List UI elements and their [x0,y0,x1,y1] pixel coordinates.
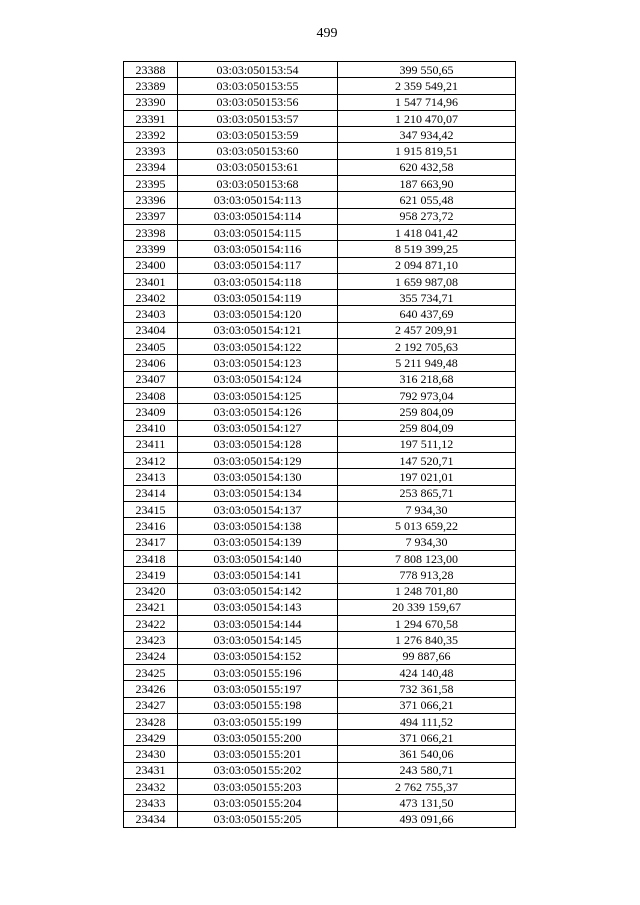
row-number-cell: 23389 [124,78,178,94]
table-row [124,550,516,566]
table-row [124,355,516,371]
cadastral-number-cell: 03:03:050154:139 [178,534,338,550]
cadastral-number-cell: 03:03:050154:152 [178,648,338,664]
cadastral-value-cell: 424 140,48 [338,664,516,680]
table-row [124,62,516,78]
table-row [124,502,516,518]
table-row [124,404,516,420]
row-number-cell: 23417 [124,534,178,550]
cadastral-value-cell: 7 934,30 [338,534,516,550]
cadastral-value-cell: 187 663,90 [338,176,516,192]
row-number-cell: 23422 [124,616,178,632]
cadastral-value-cell: 371 066,21 [338,730,516,746]
cadastral-number-cell: 03:03:050154:122 [178,339,338,355]
cadastral-value-cell: 792 973,04 [338,387,516,403]
cadastral-number-cell: 03:03:050154:118 [178,273,338,289]
cadastral-number-cell: 03:03:050155:205 [178,811,338,827]
cadastral-number-cell: 03:03:050153:59 [178,127,338,143]
cadastral-number-cell: 03:03:050154:138 [178,518,338,534]
cadastral-number-cell: 03:03:050153:54 [178,62,338,78]
cadastral-number-cell: 03:03:050154:121 [178,322,338,338]
cadastral-number-cell: 03:03:050154:123 [178,355,338,371]
cadastral-number-cell: 03:03:050154:134 [178,485,338,501]
cadastral-value-cell: 197 021,01 [338,469,516,485]
table-row [124,143,516,159]
table-row [124,681,516,697]
row-number-cell: 23405 [124,339,178,355]
row-number-cell: 23396 [124,192,178,208]
table-body [124,62,516,828]
cadastral-value-cell: 2 762 755,37 [338,779,516,795]
cadastral-number-cell: 03:03:050153:60 [178,143,338,159]
row-number-cell: 23423 [124,632,178,648]
cadastral-value-cell: 361 540,06 [338,746,516,762]
cadastral-number-cell: 03:03:050155:200 [178,730,338,746]
cadastral-value-cell: 640 437,69 [338,306,516,322]
cadastral-number-cell: 03:03:050154:114 [178,208,338,224]
table-row [124,94,516,110]
cadastral-value-cell: 778 913,28 [338,567,516,583]
cadastral-value-cell: 7 934,30 [338,502,516,518]
table-row [124,485,516,501]
row-number-cell: 23415 [124,502,178,518]
cadastral-value-cell: 355 734,71 [338,290,516,306]
table-row [124,208,516,224]
table-row [124,387,516,403]
table-row [124,273,516,289]
row-number-cell: 23409 [124,404,178,420]
row-number-cell: 23410 [124,420,178,436]
table-row [124,616,516,632]
cadastral-value-cell: 243 580,71 [338,762,516,778]
table-row [124,371,516,387]
cadastral-value-cell: 316 218,68 [338,371,516,387]
table-row [124,632,516,648]
cadastral-value-cell: 732 361,58 [338,681,516,697]
cadastral-number-cell: 03:03:050153:68 [178,176,338,192]
table-row [124,159,516,175]
cadastral-value-cell: 2 359 549,21 [338,78,516,94]
cadastral-number-cell: 03:03:050155:199 [178,713,338,729]
table-row [124,176,516,192]
cadastral-number-cell: 03:03:050155:198 [178,697,338,713]
cadastral-number-cell: 03:03:050154:126 [178,404,338,420]
row-number-cell: 23424 [124,648,178,664]
cadastral-value-cell: 20 339 159,67 [338,599,516,615]
cadastral-value-cell: 1 915 819,51 [338,143,516,159]
row-number-cell: 23419 [124,567,178,583]
table-row [124,518,516,534]
row-number-cell: 23431 [124,762,178,778]
table-row [124,746,516,762]
cadastral-number-cell: 03:03:050155:196 [178,664,338,680]
cadastral-number-cell: 03:03:050154:125 [178,387,338,403]
table-row [124,664,516,680]
cadastral-value-table [123,61,516,828]
cadastral-number-cell: 03:03:050154:130 [178,469,338,485]
cadastral-value-cell: 493 091,66 [338,811,516,827]
cadastral-number-cell: 03:03:050154:127 [178,420,338,436]
table-row [124,648,516,664]
cadastral-number-cell: 03:03:050153:57 [178,110,338,126]
table-row [124,322,516,338]
cadastral-number-cell: 03:03:050154:143 [178,599,338,615]
cadastral-value-cell: 5 211 949,48 [338,355,516,371]
table-row [124,306,516,322]
cadastral-number-cell: 03:03:050155:202 [178,762,338,778]
cadastral-value-cell: 621 055,48 [338,192,516,208]
row-number-cell: 23420 [124,583,178,599]
row-number-cell: 23428 [124,713,178,729]
page-number: 499 [316,26,338,41]
cadastral-value-cell: 147 520,71 [338,453,516,469]
table-row [124,811,516,827]
cadastral-number-cell: 03:03:050155:201 [178,746,338,762]
cadastral-number-cell: 03:03:050153:55 [178,78,338,94]
cadastral-number-cell: 03:03:050155:204 [178,795,338,811]
row-number-cell: 23403 [124,306,178,322]
cadastral-value-cell: 2 457 209,91 [338,322,516,338]
row-number-cell: 23429 [124,730,178,746]
table-row [124,192,516,208]
cadastral-value-cell: 259 804,09 [338,420,516,436]
cadastral-value-cell: 2 094 871,10 [338,257,516,273]
cadastral-value-cell: 1 418 041,42 [338,224,516,240]
row-number-cell: 23426 [124,681,178,697]
cadastral-number-cell: 03:03:050154:117 [178,257,338,273]
table-row [124,762,516,778]
row-number-cell: 23401 [124,273,178,289]
cadastral-value-cell: 197 511,12 [338,436,516,452]
row-number-cell: 23395 [124,176,178,192]
table-row [124,713,516,729]
row-number-cell: 23391 [124,110,178,126]
cadastral-value-cell: 494 111,52 [338,713,516,729]
cadastral-number-cell: 03:03:050154:137 [178,502,338,518]
cadastral-value-cell: 399 550,65 [338,62,516,78]
row-number-cell: 23427 [124,697,178,713]
cadastral-number-cell: 03:03:050154:144 [178,616,338,632]
row-number-cell: 23397 [124,208,178,224]
cadastral-number-cell: 03:03:050154:128 [178,436,338,452]
cadastral-number-cell: 03:03:050154:145 [178,632,338,648]
cadastral-number-cell: 03:03:050154:140 [178,550,338,566]
row-number-cell: 23408 [124,387,178,403]
cadastral-value-cell: 347 934,42 [338,127,516,143]
cadastral-value-cell: 1 210 470,07 [338,110,516,126]
cadastral-value-cell: 1 547 714,96 [338,94,516,110]
row-number-cell: 23407 [124,371,178,387]
cadastral-value-cell: 8 519 399,25 [338,241,516,257]
table-row [124,257,516,273]
cadastral-value-cell: 253 865,71 [338,485,516,501]
row-number-cell: 23388 [124,62,178,78]
table-row [124,534,516,550]
row-number-cell: 23433 [124,795,178,811]
table-row [124,78,516,94]
table-row [124,241,516,257]
table-row [124,420,516,436]
cadastral-value-cell: 1 276 840,35 [338,632,516,648]
row-number-cell: 23425 [124,664,178,680]
row-number-cell: 23412 [124,453,178,469]
cadastral-value-cell: 1 294 670,58 [338,616,516,632]
cadastral-value-cell: 958 273,72 [338,208,516,224]
row-number-cell: 23402 [124,290,178,306]
cadastral-number-cell: 03:03:050154:119 [178,290,338,306]
cadastral-value-cell: 473 131,50 [338,795,516,811]
cadastral-number-cell: 03:03:050154:142 [178,583,338,599]
table-row [124,730,516,746]
table-row [124,224,516,240]
table-row [124,453,516,469]
row-number-cell: 23432 [124,779,178,795]
table-row [124,127,516,143]
cadastral-number-cell: 03:03:050154:113 [178,192,338,208]
row-number-cell: 23394 [124,159,178,175]
row-number-cell: 23406 [124,355,178,371]
cadastral-value-cell: 620 432,58 [338,159,516,175]
cadastral-number-cell: 03:03:050154:115 [178,224,338,240]
cadastral-value-cell: 371 066,21 [338,697,516,713]
cadastral-number-cell: 03:03:050154:141 [178,567,338,583]
row-number-cell: 23413 [124,469,178,485]
table-row [124,469,516,485]
table-row [124,779,516,795]
cadastral-number-cell: 03:03:050153:56 [178,94,338,110]
row-number-cell: 23430 [124,746,178,762]
cadastral-value-cell: 5 013 659,22 [338,518,516,534]
cadastral-number-cell: 03:03:050153:61 [178,159,338,175]
row-number-cell: 23398 [124,224,178,240]
cadastral-number-cell: 03:03:050155:197 [178,681,338,697]
table-row [124,583,516,599]
table-row [124,795,516,811]
table-row [124,436,516,452]
table-row [124,110,516,126]
cadastral-number-cell: 03:03:050154:116 [178,241,338,257]
cadastral-value-cell: 99 887,66 [338,648,516,664]
cadastral-value-cell: 1 248 701,80 [338,583,516,599]
cadastral-value-cell: 2 192 705,63 [338,339,516,355]
row-number-cell: 23399 [124,241,178,257]
cadastral-number-cell: 03:03:050155:203 [178,779,338,795]
row-number-cell: 23421 [124,599,178,615]
row-number-cell: 23392 [124,127,178,143]
row-number-cell: 23411 [124,436,178,452]
row-number-cell: 23414 [124,485,178,501]
row-number-cell: 23404 [124,322,178,338]
cadastral-value-cell: 259 804,09 [338,404,516,420]
row-number-cell: 23393 [124,143,178,159]
table-row [124,290,516,306]
cadastral-number-cell: 03:03:050154:129 [178,453,338,469]
row-number-cell: 23434 [124,811,178,827]
table-row [124,599,516,615]
cadastral-value-cell: 7 808 123,00 [338,550,516,566]
table-row [124,339,516,355]
cadastral-number-cell: 03:03:050154:124 [178,371,338,387]
row-number-cell: 23418 [124,550,178,566]
row-number-cell: 23400 [124,257,178,273]
row-number-cell: 23390 [124,94,178,110]
cadastral-number-cell: 03:03:050154:120 [178,306,338,322]
table-row [124,567,516,583]
table-row [124,697,516,713]
cadastral-value-cell: 1 659 987,08 [338,273,516,289]
row-number-cell: 23416 [124,518,178,534]
